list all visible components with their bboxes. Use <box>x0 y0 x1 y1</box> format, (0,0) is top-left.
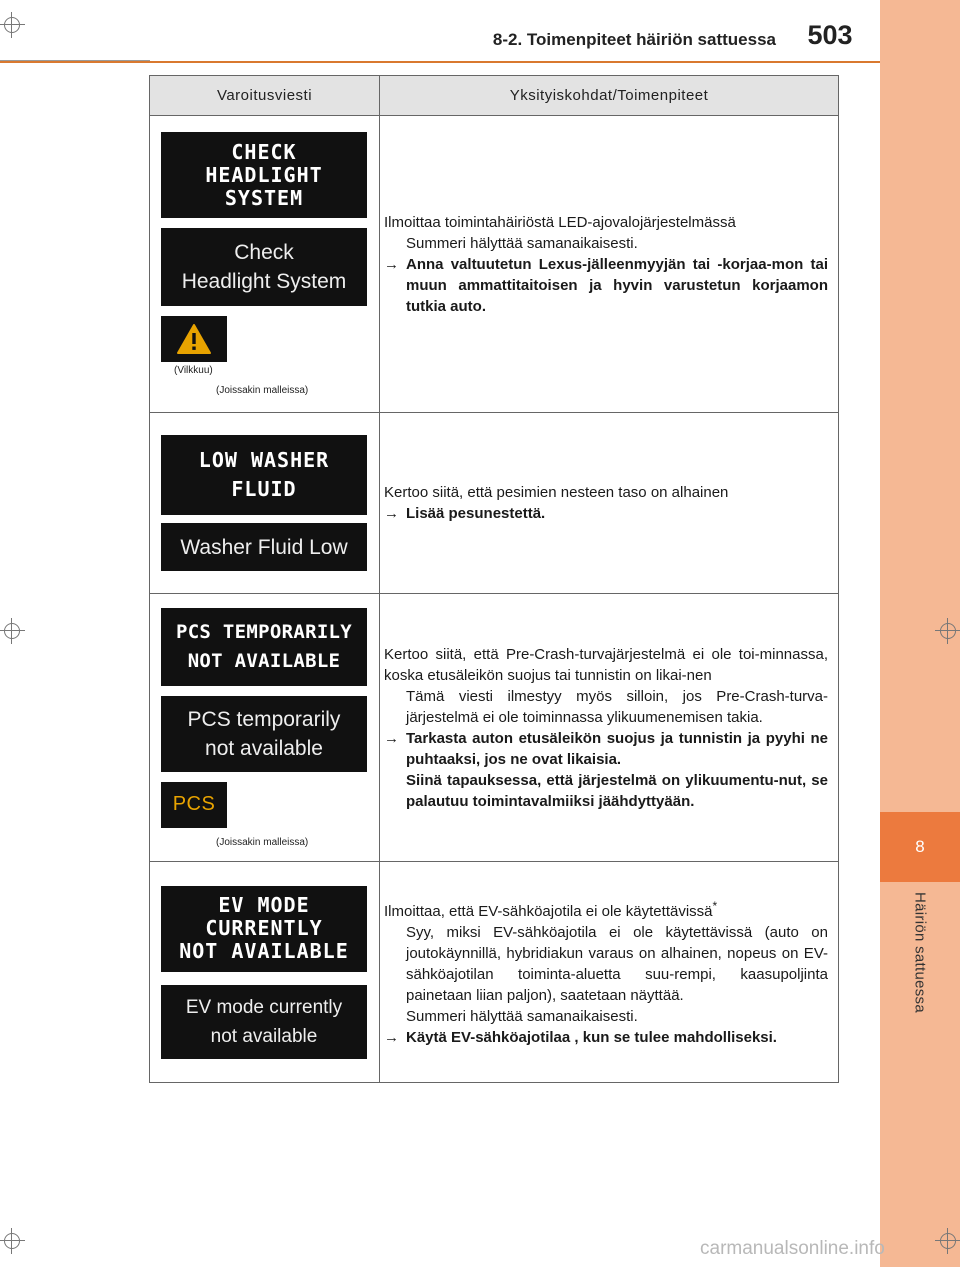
table-row <box>150 116 839 413</box>
column-header-details: Yksityiskohdat/Toimenpiteet <box>380 76 839 116</box>
display-lower-ev-mode <box>161 985 367 1059</box>
display-lower-washer-fluid <box>161 523 367 571</box>
arrow-right-icon: → <box>384 729 399 747</box>
detail-text: Syy, miksi EV-sähköajotila ei ole käytettävissä (auto on joutokäynnillä, hybridiakun varaus on alhainen, nopeus on EV-sähköajotilan toiminta-aluetta suu-rempi, kaasupoljinta painetaan liian paljon), saatetaan näyttää. <box>406 924 828 1004</box>
action-line <box>384 728 828 812</box>
display-line: Headlight System <box>181 270 347 293</box>
display-lower-pcs <box>161 696 367 772</box>
pcs-icon-text: PCS <box>172 793 216 815</box>
chapter-number: 8 <box>880 812 960 882</box>
display-lower-check-headlight <box>161 228 367 306</box>
display-line: CHECK <box>231 139 297 164</box>
display-line: not available <box>205 736 323 760</box>
registration-mark <box>0 1228 25 1254</box>
chapter-title-text: Häiriön sattuessa <box>911 892 929 1013</box>
details-cell <box>380 862 839 1083</box>
action-text: Siinä tapauksessa, että järjestelmä on ylikuumentu-nut, se palautuu toimintavalmiiksi jäähdyttyään. <box>406 771 828 810</box>
column-header-message: Varoitusviesti <box>150 76 380 116</box>
display-line: Check <box>234 241 294 264</box>
arrow-right-icon: → <box>384 255 399 273</box>
action-text: Lisää pesunestettä. <box>406 505 546 522</box>
warning-triangle-icon <box>161 316 227 362</box>
display-upper-check-headlight <box>161 132 367 218</box>
display-line: HEADLIGHT <box>205 162 323 187</box>
registration-mark <box>935 1228 960 1254</box>
arrow-right-icon: → <box>384 505 399 522</box>
header-rule <box>0 61 880 63</box>
action-line <box>384 1027 828 1048</box>
action-group <box>406 728 828 812</box>
message-images-cell <box>150 594 380 862</box>
message-images-cell <box>150 862 380 1083</box>
detail-text: Tämä viesti ilmestyy myös silloin, jos Pre-Crash-turva-järjestelmä ei ole toiminnassa ylikuumenemisen takia. <box>406 687 828 726</box>
page-number: 503 <box>807 20 853 50</box>
table-row <box>150 862 839 1083</box>
footnote-mark: * <box>712 899 718 913</box>
message-images-cell <box>150 116 380 413</box>
description-text: Ilmoittaa toimintahäiriöstä LED-ajovalojärjestelmässä <box>384 213 736 231</box>
details-cell <box>380 116 839 413</box>
model-note: (Joissakin malleissa) <box>216 836 309 848</box>
registration-mark <box>0 618 25 644</box>
display-line: PCS temporarily <box>187 707 341 731</box>
message-images-cell <box>150 413 380 594</box>
detail-text: Summeri hälyttää samanaikaisesti. <box>406 234 638 252</box>
table-row <box>150 413 839 594</box>
watermark: carmanualsonline.info <box>700 1238 885 1259</box>
description-text: Kertoo siitä, että Pre-Crash-turvajärjestelmä ei ole toi-minnassa, koska etusäleikön suojus tai tunnistin on likai-nen <box>384 645 828 684</box>
table-header-row <box>150 76 839 116</box>
display-line: PCS TEMPORARILY <box>175 620 353 643</box>
display-line: not available <box>210 1025 318 1047</box>
display-line: FLUID <box>231 477 297 501</box>
action-text: Käytä EV-sähköajotilaa , kun se tulee mahdolliseksi. <box>406 1029 777 1046</box>
description-text: Kertoo siitä, että pesimien nesteen taso on alhainen <box>384 484 729 501</box>
display-line: NOT AVAILABLE <box>179 939 349 963</box>
section-title: 8-2. Toimenpiteet häiriön sattuessa <box>492 30 776 49</box>
header-rule-left <box>0 60 150 61</box>
action-line <box>384 503 828 524</box>
action-line <box>384 254 828 317</box>
display-line: EV MODE <box>218 893 310 917</box>
registration-mark <box>935 618 960 644</box>
pcs-warning-icon <box>161 782 227 828</box>
detail-text: Summeri hälyttää samanaikaisesti. <box>406 1008 638 1025</box>
display-line: NOT AVAILABLE <box>187 649 341 672</box>
action-text: Tarkasta auton etusäleikön suojus ja tunnistin ja pyyhi ne puhtaaksi, jos ne ovat likaisia. <box>406 729 828 768</box>
details-cell <box>380 594 839 862</box>
display-line: EV mode currently <box>185 996 343 1018</box>
description-span: Ilmoittaa, että EV-sähköajotila ei ole käytettävissä <box>384 903 713 920</box>
table-row <box>150 594 839 862</box>
arrow-right-icon: → <box>384 1029 399 1046</box>
display-line: Washer Fluid Low <box>180 535 348 559</box>
warning-message-table <box>149 75 839 1083</box>
description-text <box>384 896 828 922</box>
display-line: CURRENTLY <box>205 916 323 940</box>
display-upper-low-washer <box>161 435 367 515</box>
registration-mark <box>0 12 25 38</box>
model-note: (Joissakin malleissa) <box>216 385 309 396</box>
display-upper-pcs <box>161 608 367 686</box>
action-text: Anna valtuutetun Lexus-jälleenmyyjän tai -korjaa-mon tai muun ammattitaitoisen ja hyvin varustetun korjaamon tutkia auto. <box>406 255 828 315</box>
details-cell <box>380 413 839 594</box>
display-line: LOW WASHER <box>198 448 330 472</box>
display-line: SYSTEM <box>224 185 304 210</box>
icon-caption: (Vilkkuu) <box>174 365 213 376</box>
chapter-title <box>880 892 960 1052</box>
display-upper-ev-mode <box>161 886 367 972</box>
